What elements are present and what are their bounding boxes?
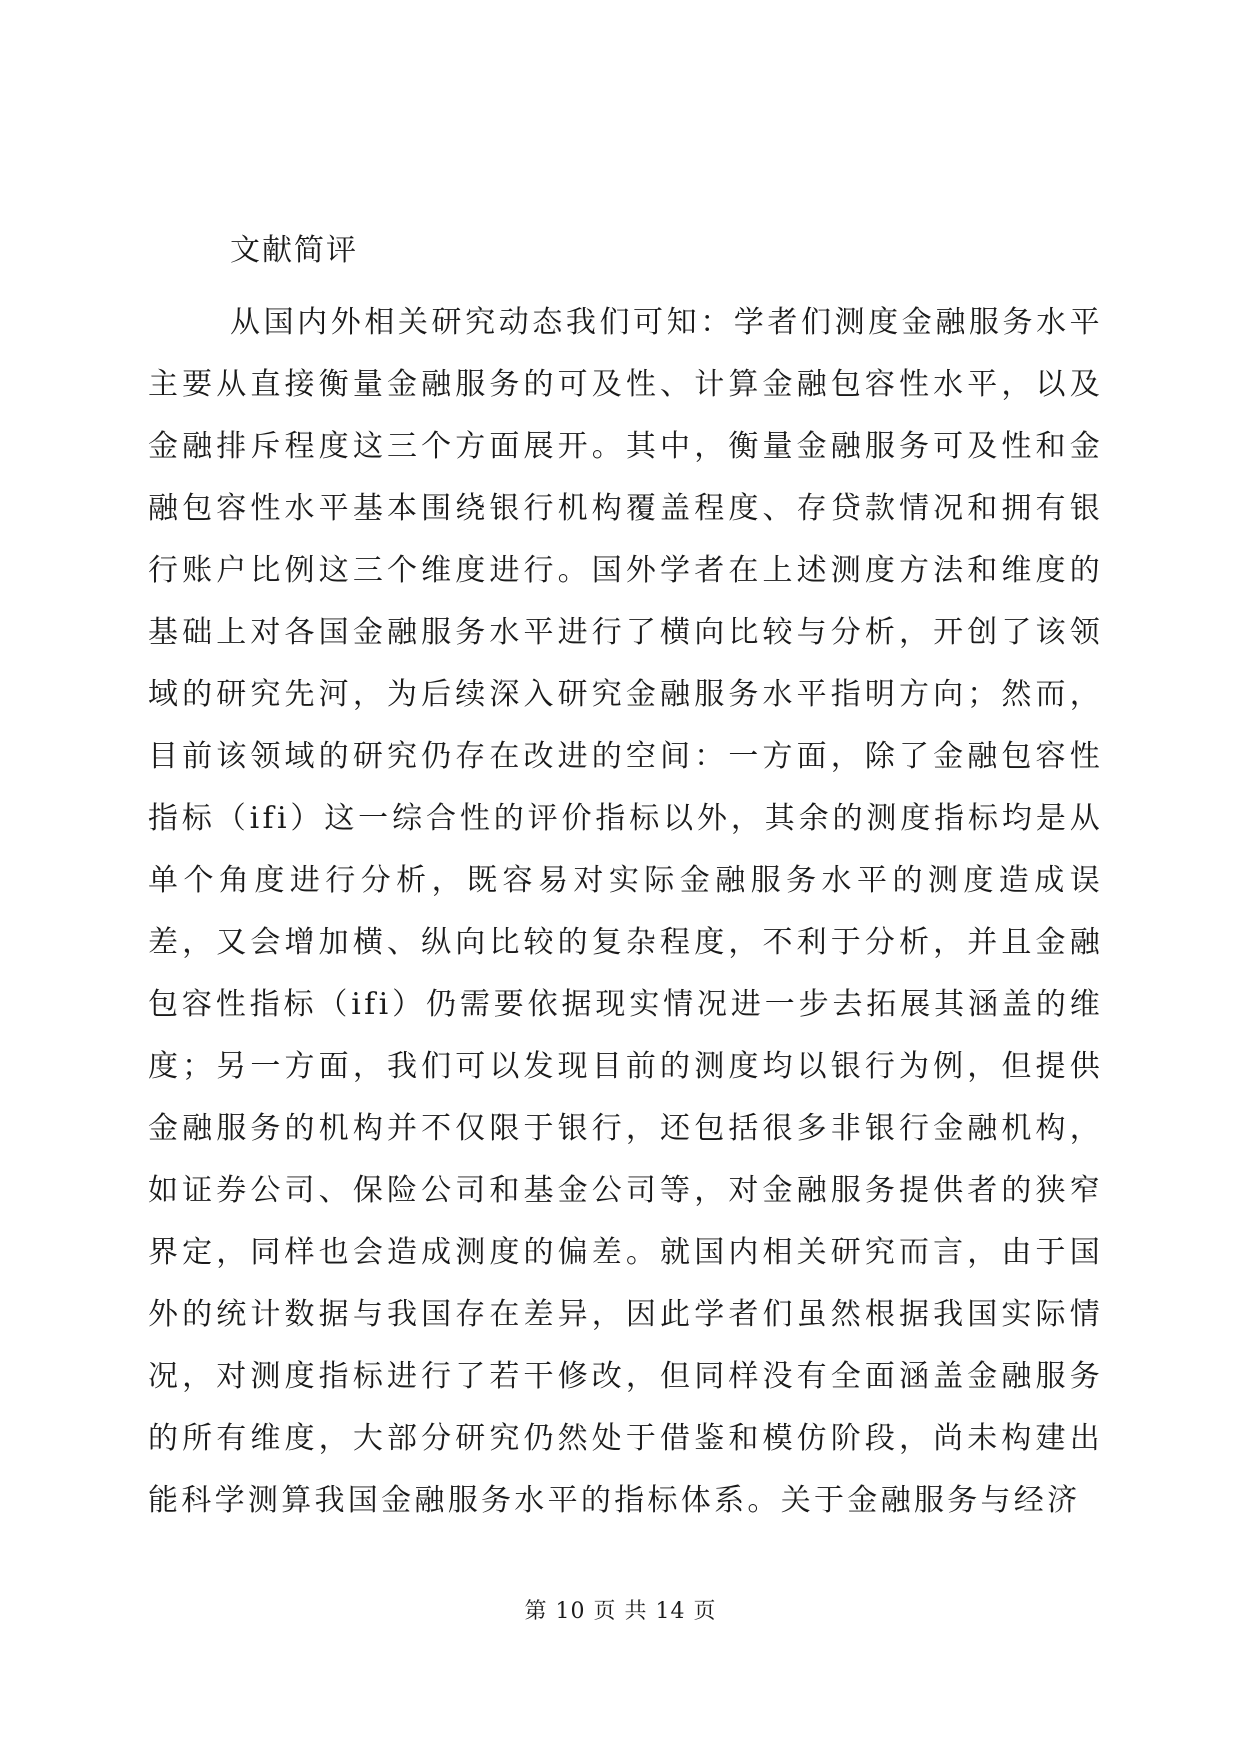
page-content — [148, 230, 1103, 1532]
body-paragraph: 从国内外相关研究动态我们可知：学者们测度金融服务水平主要从直接衡量金融服务的可及性、计算金融包容性水平，以及金融排斥程度这三个方面展开。其中，衡量金融服务可及性和金融包容性水平基本围绕银行机构覆盖程度、存贷款情况和拥有银行账户比例这三个维度进行。国外学者在上述测度方法和维度的基础上对各国金融服务水平进行了横向比较与分析，开创了该领域的研究先河，为后续深入研究金融服务水平指明方向；然而，目前该领域的研究仍存在改进的空间：一方面，除了金融包容性指标（ifi）这一综合性的评价指标以外，其余的测度指标均是从单个角度进行分析，既容易对实际金融服务水平的测度造成误差，又会增加横、纵向比较的复杂程度，不利于分析，并且金融包容性指标（ifi）仍需要依据现实情况进一步去拓展其涵盖的维度；另一方面，我们可以发现目前的测度均以银行为例，但提供金融服务的机构并不仅限于银行，还包括很多非银行金融机构，如证券公司、保险公司和基金公司等，对金融服务提供者的狭窄界定，同样也会造成测度的偏差。就国内相关研究而言，由于国外的统计数据与我国存在差异，因此学者们虽然根据我国实际情况，对测度指标进行了若干修改，但同样没有全面涵盖金融服务的所有维度，大部分研究仍然处于借鉴和模仿阶段，尚未构建出能科学测算我国金融服务水平的指标体系。关于金融服务与经济 — [148, 305, 1103, 1518]
section-heading: 文献简评 — [230, 233, 358, 268]
page-number-footer: 第 10 页 共 14 页 — [524, 1599, 717, 1624]
